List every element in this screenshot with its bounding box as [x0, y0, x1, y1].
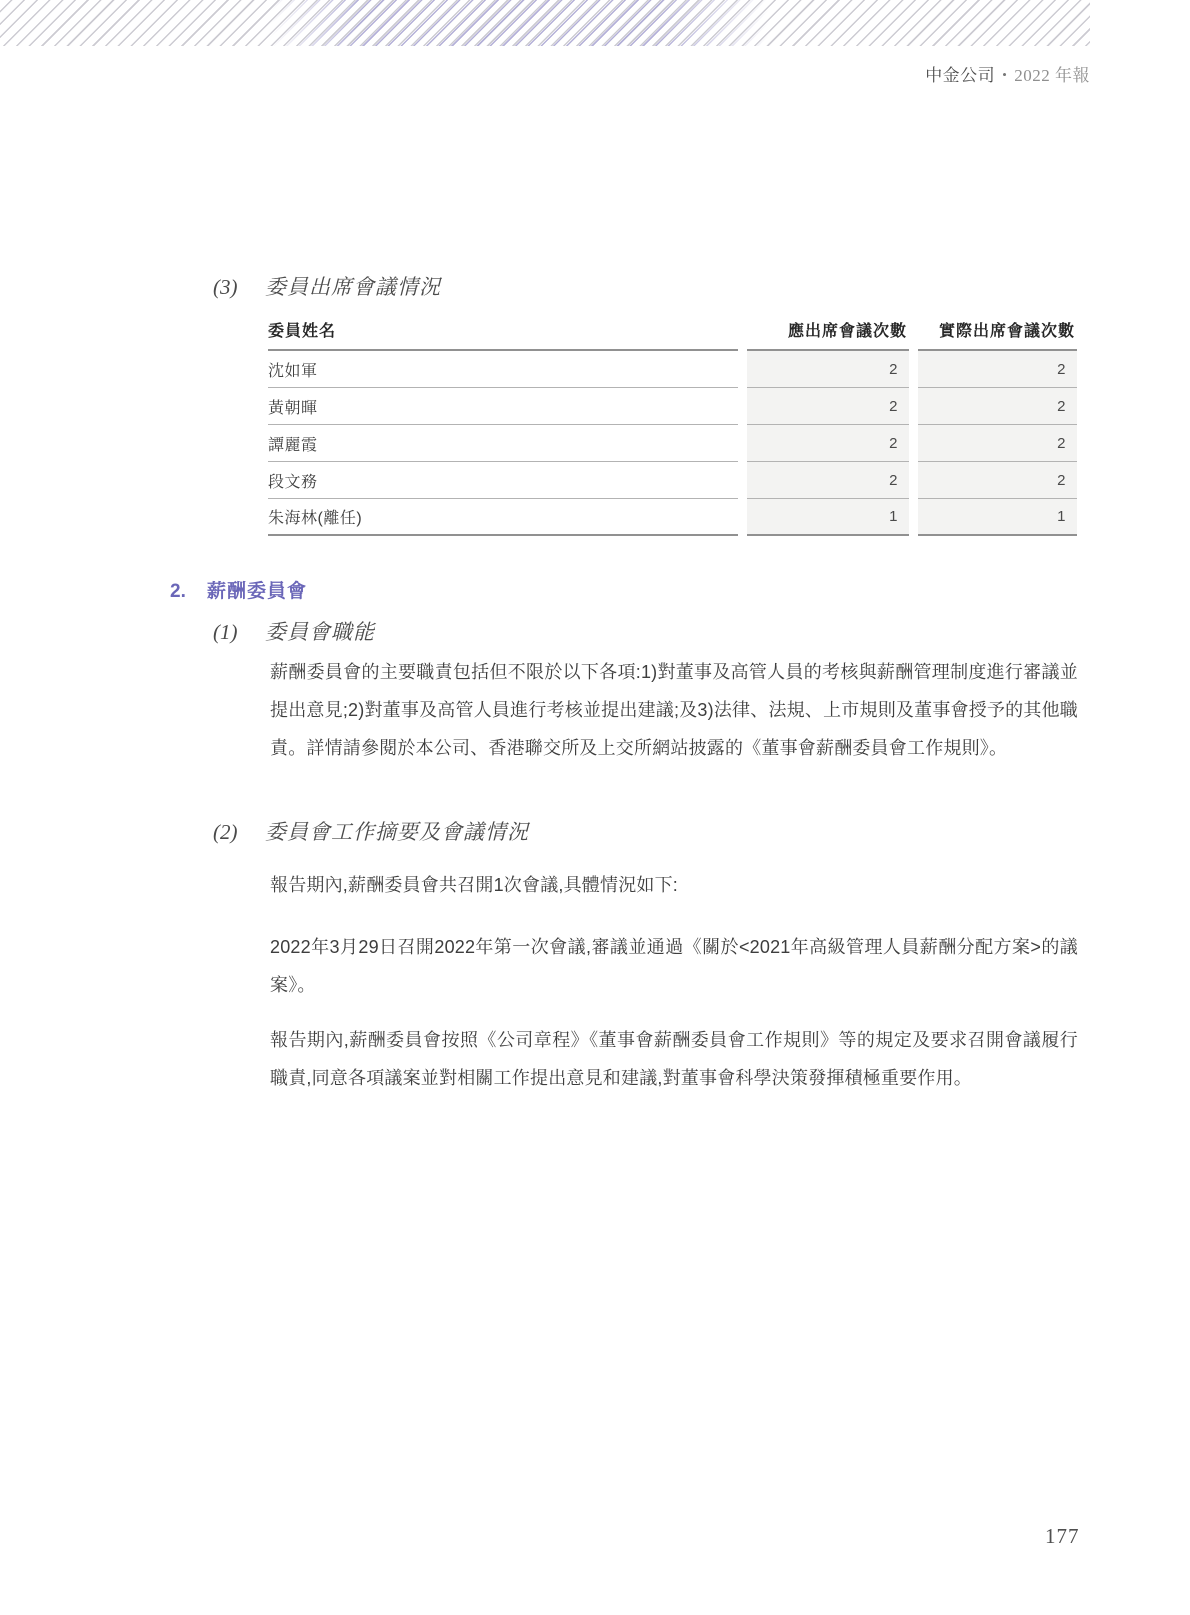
table-row-actual-attendance: 2: [918, 425, 1077, 462]
page-number: 177: [1045, 1524, 1080, 1548]
section-2-2-title: 委員會工作摘要及會議情況: [265, 820, 529, 844]
section-2-heading: [170, 576, 307, 603]
table-row-actual-attendance: 2: [918, 388, 1077, 425]
section-2-1-label: (1): [213, 620, 238, 644]
section-3-heading: [213, 271, 441, 301]
section-2-title: 薪酬委員會: [207, 581, 308, 602]
table-row-member-name: 段文務: [268, 462, 738, 499]
section-3-label: (3): [213, 275, 238, 299]
table-row-actual-attendance: 1: [918, 499, 1077, 536]
section-2-1-title: 委員會職能: [265, 620, 375, 644]
report-edition: 2022 年報: [1014, 66, 1090, 85]
column-header-required-attendance: 應出席會議次數: [747, 310, 909, 351]
attendance-table: [268, 310, 1077, 536]
table-row-member-name: 譚麗霞: [268, 425, 738, 462]
table-row-required-attendance: 2: [747, 388, 909, 425]
hatch-banner: [0, 0, 1090, 46]
table-row-required-attendance: 1: [747, 499, 909, 536]
running-head: [925, 61, 1090, 86]
hatch-purple-stripes: [270, 0, 770, 46]
committee-duties-paragraph: 薪酬委員會的主要職責包括但不限於以下各項:1)對董事及高管人員的考核與薪酬管理制度進行審議並提出意見;2)對董事及高管人員進行考核並提出建議;及3)法律、法規、上市規則及董事會授予的其他職責。詳情請參閱於本公司、香港聯交所及上交所網站披露的《董事會薪酬委員會工作規則》。: [270, 662, 1078, 758]
table-row-actual-attendance: 2: [918, 462, 1077, 499]
table-row-member-name: 沈如軍: [268, 351, 738, 388]
table-row-member-name: 黃朝暉: [268, 388, 738, 425]
first-meeting-paragraph: 2022年3月29日召開2022年第一次會議,審議並通過《關於<2021年高級管理人員薪酬分配方案>的議案》。: [270, 937, 1078, 995]
table-row-member-name: 朱海林(離任): [268, 499, 738, 536]
section-2-2-label: (2): [213, 820, 238, 844]
compliance-paragraph: 報告期內,薪酬委員會按照《公司章程》《董事會薪酬委員會工作規則》等的規定及要求召開會議履行職責,同意各項議案並對相關工作提出意見和建議,對董事會科學決策發揮積極重要作用。: [270, 1030, 1078, 1088]
bullet-separator: •: [1002, 67, 1008, 82]
section-2-1-heading: [213, 616, 375, 646]
column-header-member-name: 委員姓名: [268, 310, 738, 351]
table-row-required-attendance: 2: [747, 425, 909, 462]
section-2-number: 2.: [170, 581, 186, 602]
section-2-2-heading: [213, 816, 529, 846]
section-3-title: 委員出席會議情況: [265, 275, 441, 299]
column-header-actual-attendance: 實際出席會議次數: [918, 310, 1077, 351]
table-row-required-attendance: 2: [747, 351, 909, 388]
company-name: 中金公司: [925, 66, 996, 85]
table-row-required-attendance: 2: [747, 462, 909, 499]
table-row-actual-attendance: 2: [918, 351, 1077, 388]
meetings-summary-paragraph: 報告期內,薪酬委員會共召開1次會議,具體情況如下:: [270, 875, 679, 895]
